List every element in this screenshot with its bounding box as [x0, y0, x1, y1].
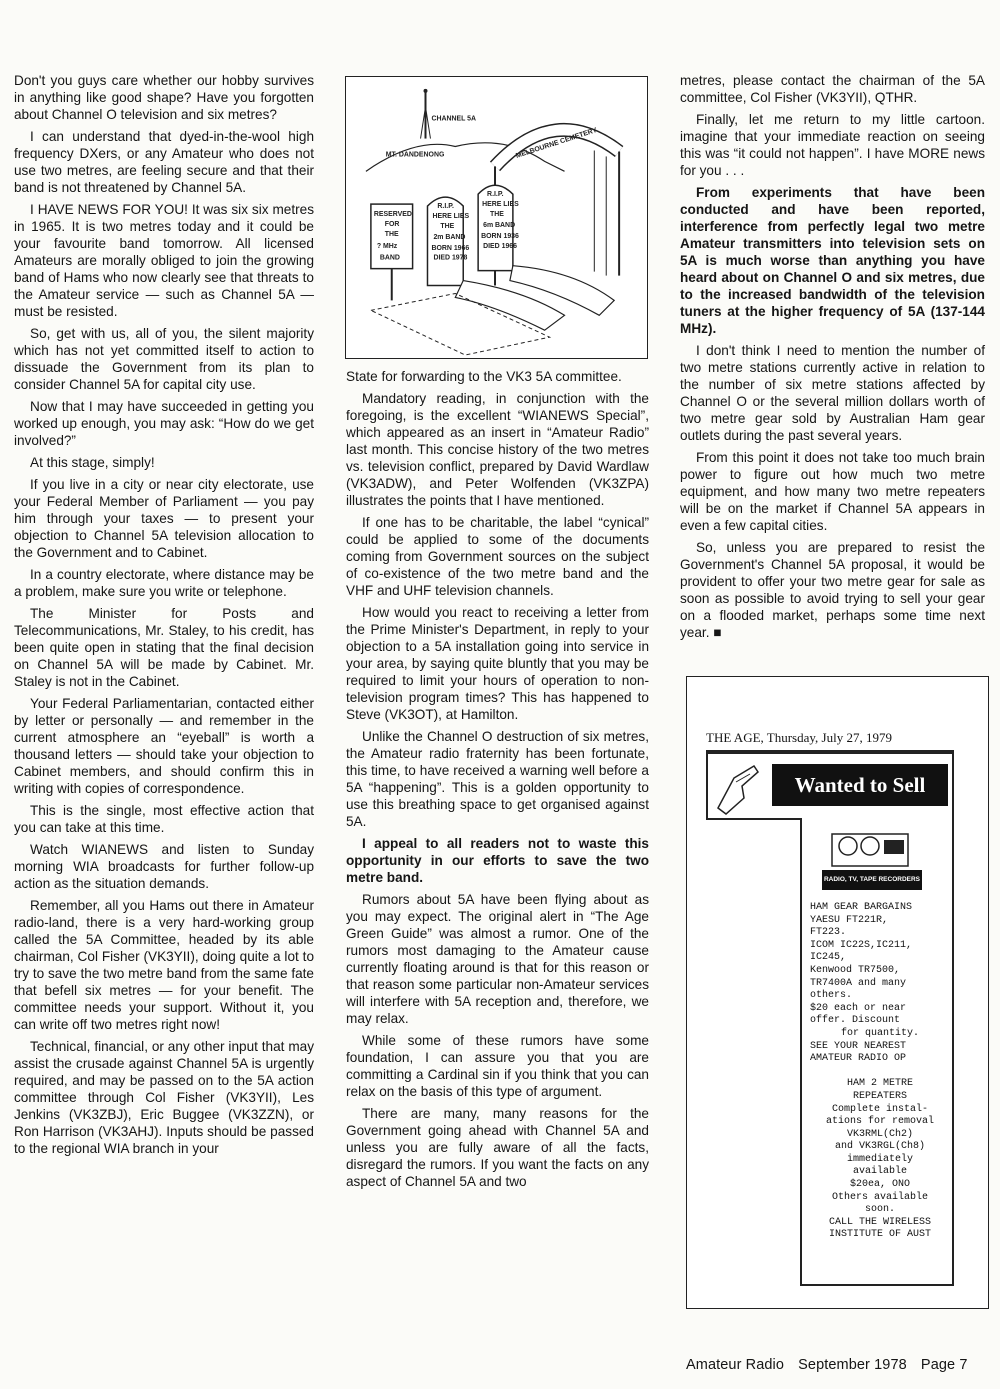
gate-label: MELBOURNE CEMETERY — [515, 126, 598, 160]
paragraph: Finally, let me return to my little cartoon. imagine that your immediate reaction on seeing this was “it could not happen”. I have MORE news for you . . . — [680, 112, 985, 178]
ad-line: FT223. — [810, 927, 847, 939]
issue-date: September 1978 — [798, 1357, 907, 1373]
paragraph: In a country electorate, where distance may be a problem, make sure you write or telephone. — [14, 567, 314, 599]
tombstone-text: THE — [490, 211, 504, 219]
cemetery-cartoon — [346, 77, 647, 358]
page-number: Page 7 — [920, 1357, 968, 1373]
paragraph: The Minister for Posts and Telecommunications, Mr. Staley, to his credit, has been quite open in stating that the final decision on Channel 5A will be made by Cabinet. Mr. Staley is not in the Cabinet. — [14, 606, 314, 689]
paragraph: How would you react to receiving a letter from the Prime Minister's Department, in reply to your objection to a 5A installation going into service in your area, by saying quite bluntly that you may be required to limit your hours of operation to non-television program times? This has happened to Steve (VK3OT), at Hamilton. — [346, 605, 649, 722]
paragraph: This is the single, most effective action that you can take at this time. — [14, 803, 314, 835]
ad-line: Others available — [831, 1191, 928, 1203]
ad-line: AMATEUR RADIO OP — [810, 1053, 907, 1065]
paragraph: Watch WIANEWS and listen to Sunday morning WIA broadcasts for further follow-up action as the situation demands. — [14, 842, 314, 891]
paragraph: If you live in a city or near city electorate, use your Federal Member of Parliament — you pay him through your taxes — to present your objection to Channel 5A television allocation to the Government and to Cabinet. — [14, 477, 314, 560]
tombstone-text: R.I.P. — [437, 203, 454, 211]
classified-ad — [706, 730, 954, 1286]
paragraph: So, unless you are prepared to resist the Government's Channel 5A proposal, it would be provident to offer your two metre gear for sale as soon as possible to avoid trying to sell your gear on a flooded market, perhaps some time next year. ■ — [680, 540, 985, 640]
ad-line: $20ea, ONO — [849, 1179, 910, 1191]
paragraph: Remember, all you Hams out there in Amateur radio-land, there is a very hard-working group called the 5A Committee, headed by its able chairman, Col Fisher (VK3YII), doing quite a lot to try to save the two metre band from the same fate that befell six metres — for your benefit. The committee needs your support. Without it, you can write off two metres right now! — [14, 898, 314, 1032]
tombstone-2m — [427, 197, 466, 285]
sign-line: FOR — [384, 220, 400, 228]
tower-label: CHANNEL 5A — [431, 115, 477, 123]
paragraph: I HAVE NEWS FOR YOU! It was six six metres in 1965. It is two metres today and it could be your favourite band tomorrow. All licensed Amateurs are morally obliged to join the growing band of Hams who now clearly see that threats to the Amateur service — such as Channel 5A — must be resisted. — [14, 202, 314, 319]
reserved-sign — [371, 204, 413, 300]
ad-line: available — [852, 1166, 907, 1178]
ad-line: Complete instal- — [831, 1103, 928, 1115]
paragraph: Your Federal Parliamentarian, contacted either by letter or personally — and remember in the current atmosphere an “eyeball” is worth a thousand letters — should take your objection to Cabinet members, and should confirm this in writing with copies of correspondence. — [14, 696, 314, 796]
paragraph: There are many, many reasons for the Government going ahead with Channel 5A and unless you are fully aware of all the facts, disregard the rumors. If you want the facts on any aspect of Channel 5A and two — [346, 1106, 649, 1189]
article-column-3 — [680, 72, 985, 646]
sign-line: BAND — [379, 254, 400, 262]
ad-line: VK3RML(Ch2) — [846, 1128, 913, 1140]
ad-line: ations for removal — [825, 1116, 935, 1128]
ad-line: YAESU FT221R, — [810, 914, 889, 926]
ad-banner — [706, 752, 954, 820]
ad-line: IC245, — [810, 952, 847, 964]
paragraph: Don't you guys care whether our hobby survives in anything like good shape? Have you forgotten about Channel O television and six metres? — [14, 73, 314, 122]
ad-line: $20 each or near — [810, 1002, 907, 1014]
ad-listing — [810, 902, 950, 1242]
grave-mounds — [455, 266, 614, 331]
tombstone-text: R.I.P. — [487, 191, 504, 199]
paragraph: While some of these rumors have some foundation, I can assure you that you are committing a Cardinal sin if you think that you can relax on the basis of this type of argument. — [346, 1033, 649, 1099]
paragraph: Technical, financial, or any other input that may assist the crusade against Channel 5A is urgently required, and may be passed on to the 5A action committee through Col Fisher (VK3YII), Les Jenkins (VK3ZBJ), Eric Buggee (VK3ZZN), or Ron Harrison (VK3AHJ). Inputs should be passed to the regional WIA branch in your — [14, 1039, 314, 1156]
ad-line: REPEATERS — [852, 1090, 907, 1102]
paragraph: Rumors about 5A have been flying about as you may expect. The original alert in “The Age Green Guide” was almost a rumor. One of the rumors most damaging to the Amateur cause currently floating around is that for this reason or that reason some particular non-Amateur services will interfere with 5A reception and, therefore, we may relax. — [346, 892, 649, 1026]
article-column-1 — [14, 72, 314, 1162]
hill-label: MT. DANDENONG — [385, 151, 445, 159]
ad-line — [810, 1066, 950, 1079]
paragraph: State for forwarding to the VK3 5A committee. — [346, 369, 622, 384]
ad-line: HAM GEAR BARGAINS — [810, 902, 913, 913]
paragraph: I don't think I need to mention the number of two metre stations currently active in relation to the number of six metre stations affected by Channel O or the several million dollars worth of two metre gear sold by Australian Ham gear outlets during the past several years. — [680, 343, 985, 443]
newspaper-header: THE AGE, Thursday, July 27, 1979 — [706, 730, 954, 752]
sign-line: RESERVED — [373, 211, 412, 219]
paragraph: metres, please contact the chairman of the 5A committee, Col Fisher (VK3YII), QTHR. — [680, 73, 985, 105]
ad-line: soon. — [864, 1204, 895, 1216]
ad-line: Kenwood TR7500, — [810, 964, 901, 976]
paragraph: If one has to be charitable, the label “cynical” could be applied to some of the documents coming from Government sources on the subject of co-existence of the two metre band and the VHF and UHF television channels. — [346, 515, 649, 598]
category-heading: RADIO, TV, TAPE RECORDERS — [822, 870, 922, 890]
page-footer — [686, 1357, 977, 1373]
sign-line: THE — [384, 230, 399, 238]
tombstone-text: BORN 1966 — [431, 244, 470, 252]
paragraph-emphasis: I appeal to all readers not to waste this opportunity in our efforts to save the two metre band. — [346, 836, 649, 885]
paragraph: From this point it does not take too much brain power to figure out how much two metre equipment, and how many two metre repeaters will be on the market if Channel 5A appears in even a few capital cities. — [680, 450, 985, 533]
ad-line: HAM 2 METRE — [846, 1078, 913, 1090]
tombstone-text: 6m BAND — [483, 221, 516, 229]
tombstone-text: THE — [440, 222, 455, 230]
tombstone-text: DIED 1966 — [483, 242, 518, 250]
ad-line: SEE YOUR NEAREST — [810, 1040, 907, 1052]
tape-recorder-icon — [830, 828, 910, 868]
tombstone-text: HERE LIES — [432, 212, 470, 220]
cartoon-illustration — [345, 76, 648, 359]
ad-line: INSTITUTE OF AUST — [828, 1229, 932, 1241]
paragraph-emphasis: From experiments that have been conducted and have been reported, interference from perfectly legal two metre Amateur transmitters into television sets on 5A is much worse than anything you have heard about on Channel O and six metres, due to the increased bandwidth of the television tuners at the higher frequency of 5A (137-144 MHz). — [680, 185, 985, 336]
ad-line: CALL THE WIRELESS — [828, 1216, 932, 1228]
ad-line: ICOM IC22S,IC211, — [810, 939, 913, 951]
paragraph: Now that I may have succeeded in getting you worked up enough, you may ask: “How do we get involved?” — [14, 399, 314, 448]
paragraph: Mandatory reading, in conjunction with the foregoing, is the excellent “WIANEWS Special”, which appeared as an insert in “Amateur Radio” last month. This concise history of the two metres vs. television conflict, prepared by David Wardlaw (VK3ADW), and Peter Wolfenden (VK3ZPA) illustrates the points that I have mentioned. — [346, 391, 649, 508]
paragraph: I can understand that dyed-in-the-wool high frequency DXers, or any Amateur who does not use two metres, are feeling secure and that their band is not threatened by Channel 5A. — [14, 129, 314, 195]
paragraph: At this stage, simply! — [30, 455, 155, 470]
ad-line: and VK3RGL(Ch8) — [834, 1141, 925, 1153]
sign-line: ? MHz — [376, 242, 398, 250]
ad-line: TR7400A and many — [810, 977, 907, 989]
ad-line: immediately — [846, 1153, 913, 1165]
hand-pointer-icon — [714, 758, 764, 818]
tombstone-text: DIED 1978 — [433, 254, 468, 262]
tombstone-text: BORN 1936 — [481, 232, 519, 240]
tv-tower — [421, 89, 431, 139]
article-column-2 — [346, 368, 649, 1195]
ad-line: others. — [810, 990, 853, 1002]
paragraph: So, get with us, all of you, the silent majority which has not yet committed itself to action to dissuade the Government from its plan to consider Channel 5A for capital city use. — [14, 326, 314, 392]
magazine-name: Amateur Radio — [686, 1357, 785, 1373]
ad-line: offer. Discount — [810, 1015, 901, 1027]
ad-line: for quantity. — [840, 1027, 919, 1039]
paragraph: Unlike the Channel O destruction of six metres, the Amateur radio fraternity has been fortunate, this time, to have received a warning well before a 5A “happening”. This is a golden opportunity to use this breathing space to get organised against 5A. — [346, 729, 649, 829]
tombstone-text: 2m BAND — [433, 233, 466, 241]
ad-title: Wanted to Sell — [772, 764, 948, 806]
tombstone-text: HERE LIES — [482, 201, 519, 209]
